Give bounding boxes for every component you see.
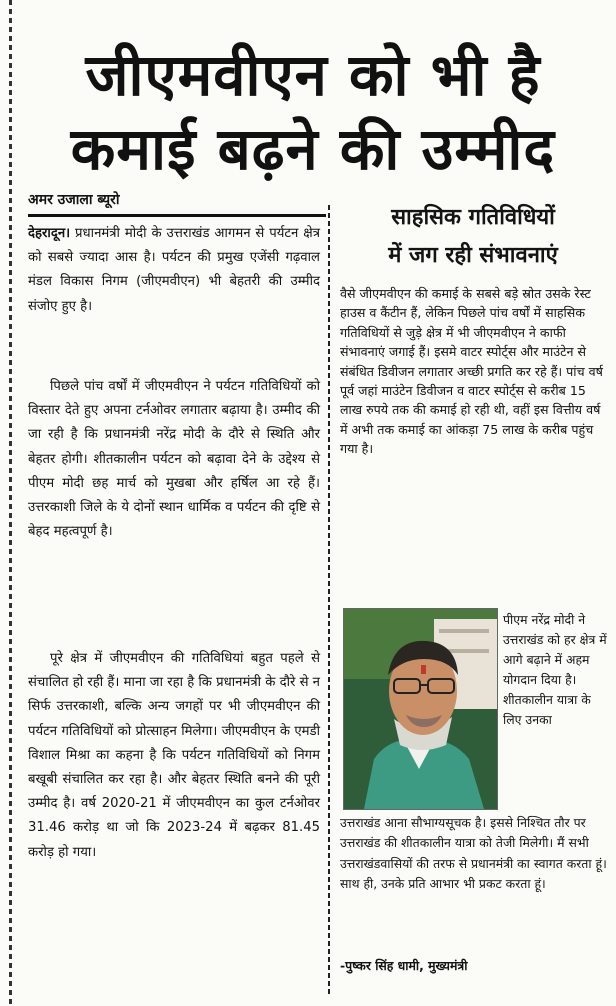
portrait-illustration [344,609,497,809]
dateline: देहरादून। [28,226,71,241]
headline-line-2: कमाई बढ़ने की उम्मीद [70,115,556,183]
column-divider [328,205,330,995]
cm-attribution: -पुष्कर सिंह धामी, मुख्यमंत्री [340,958,468,973]
main-paragraph-3: पूरे क्षेत्र में जीएमवीएन की गतिविधियां बहुत पहले से संचालित हो रही हैं। माना जा रहा है कि प्रधानमंत्री के दौरे से न सिर्फ उत्तरकाशी, बल्कि अन्य जगहों पर भी जीएमवीएन की पर्यटन गतिविधियों को प्रोत्साहन मिलेगा। जीएमवीएन के एमडी विशाल मिश्रा का कहना है कि पर्यटन गतिविधियों को निगम बखूबी संचालित कर रहा है। और बेहतर स्थिति बनने की पूरी उम्मीद है। वर्ष 2020-21 में जीएमवीएन का कुल टर्नओवर 31.46 करोड़ था जो कि 2023-24 में बढ़कर 81.45 करोड़ हो गया। [28,651,321,860]
torn-edge [9,0,12,1006]
sidebar-subheading-1: साहसिक गतिविधियों [391,205,555,230]
main-paragraph-2: पिछले पांच वर्षों में जीएमवीएन ने पर्यटन गतिविधियों को विस्तार देते हुए अपना टर्नओवर लगातार बढ़ाया है। उम्मीद की जा रही है कि प्रधानमंत्री नरेंद्र मोदी के दौरे से स्थिति और बेहतर होगी। शीतकालीन पर्यटन को बढ़ावा देने के उद्देश्य से पीएम मोदी छह मार्च को मुखबा और हर्षिल आ रहे हैं। उत्तरकाशी जिले के ये दोनों स्थान धार्मिक व पर्यटन की दृष्टि से बेहद महत्वपूर्ण है। [28,379,320,540]
sidebar-paragraph: वैसे जीएमवीएन की कमाई के सबसे बड़े स्रोत उसके रेस्ट हाउस व कैंटीन हैं, लेकिन पिछले पांच वर्षों में साहसिक गतिविधियों से जुड़े क्षेत्र में भी जीएमवीएन ने काफी संभावनाएं जगाई हैं। इसमे वाटर स्पोर्ट्स और माउंटेन से संबंधित डिवीजन लगातार अच्छी प्रगति कर रहे हैं। पांच वर्ष पूर्व जहां माउंटेन डिवीजन व वाटर स्पोर्ट्स से करीब 15 लाख रुपये तक की कमाई हो रही थी, वहीं इस वित्तीय वर्ष में अभी तक कमाई का आंकड़ा 75 लाख के करीब पहुंच गया है। [340,286,603,457]
main-paragraph-1-text: प्रधानमंत्री मोदी के उत्तराखंड आगमन से पर्यटन क्षेत्र को सबसे ज्यादा आस है। पर्यटन की प्रमुख एजेंसी गढ़वाल मंडल विकास निगम (जीएमवीएन) भी बेहतरी की उम्मीद संजोए हुए है। [28,226,320,314]
main-paragraph-1 [28,222,320,319]
chief-minister-photo [343,608,498,810]
sidebar-subheading-2: में जग रही संभावनाएं [388,243,558,268]
cm-quote-part-1: पीएम नरेंद्र मोदी ने उत्तराखंड को हर क्षेत्र में आगे बढ़ाने में अहम योगदान दिया है। शीतकालीन यात्रा के लिए उनका [503,612,607,727]
byline: अमर उजाला ब्यूरो [28,192,120,208]
headline-line-1: जीएमवीएन को भी है [85,41,541,109]
cm-quote-part-2: उत्तराखंड आना सौभाग्यसूचक है। इससे निश्चित तौर पर उत्तराखंड की शीतकालीन यात्रा को तेजी मिलेगी। मैं सभी उत्तराखंडवासियों की तरफ से प्रधानमंत्री का स्वागत करता हूं। साथ ही, उनके प्रति आभार भी प्रकट करता हूं। [340,815,607,892]
byline-rule [28,214,326,217]
